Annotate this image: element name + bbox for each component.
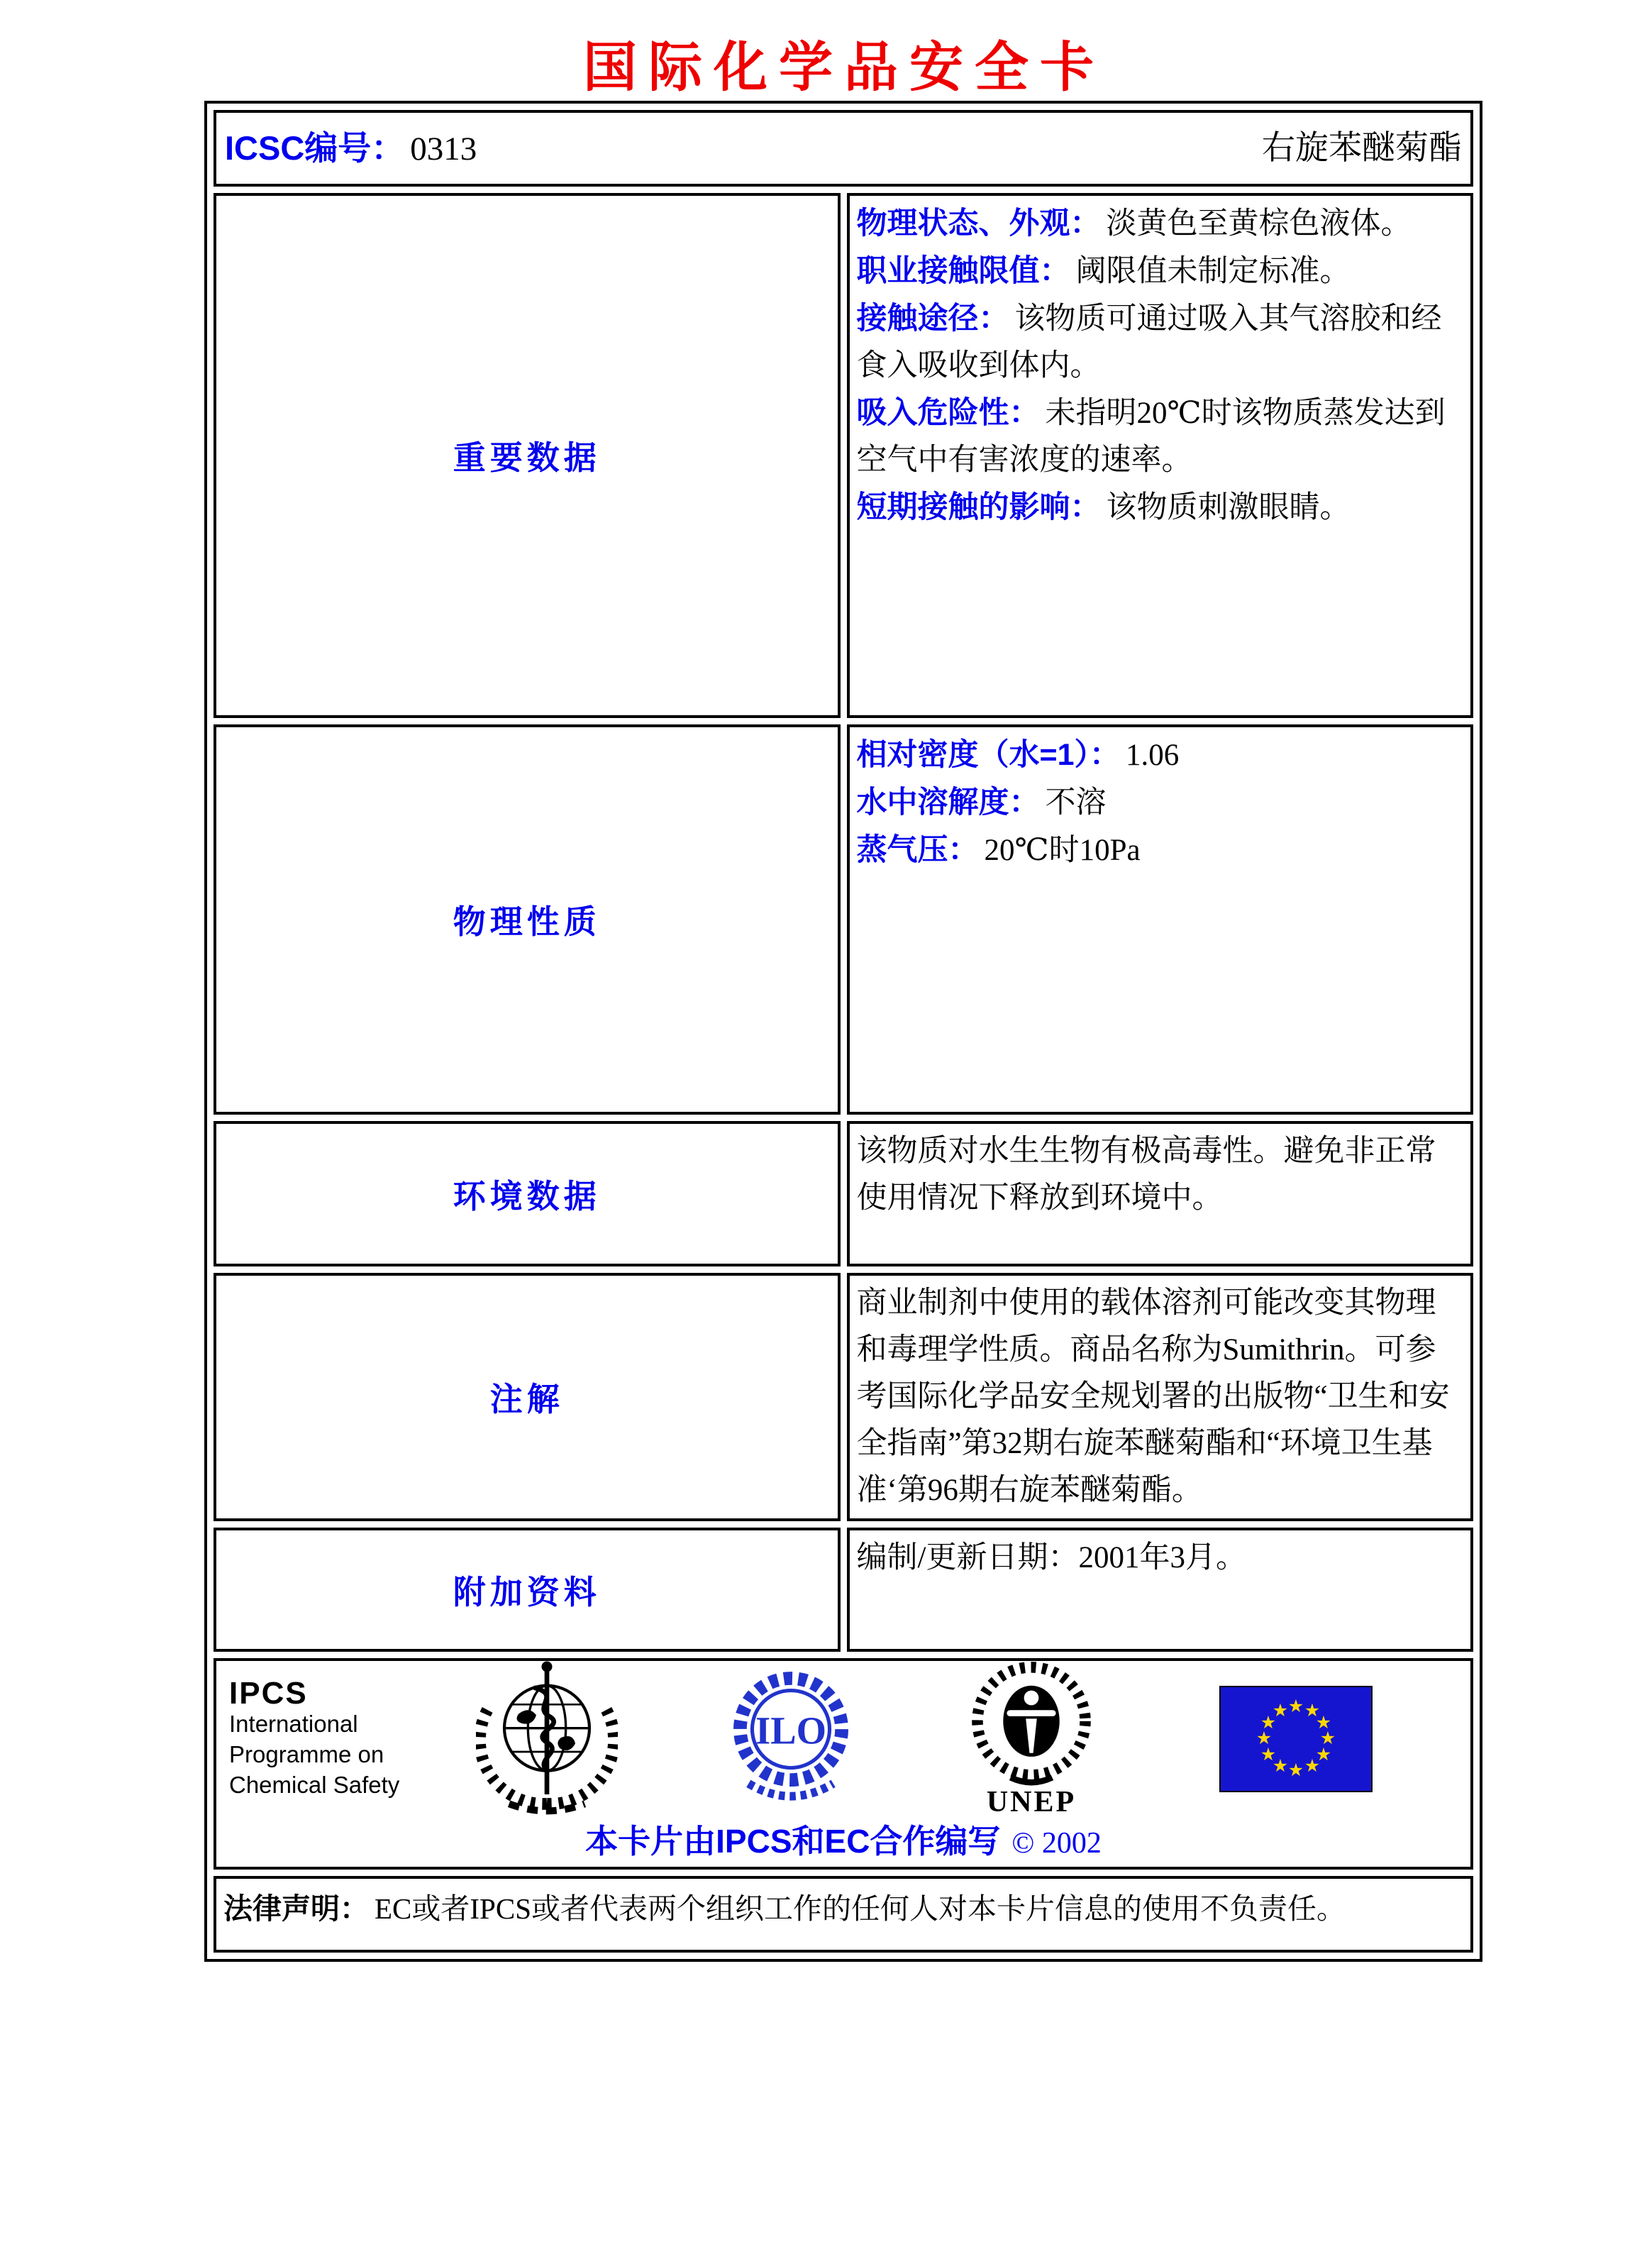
notes-text: 商业制剂中使用的载体溶剂可能改变其物理和毒理学性质。商品名称为Sumithrin。可参考国际化学品安全规划署的出版物“卫生和安全指南”第32期右旋苯醚菊酯和“环境卫生基准‘第96期右旋苯醚菊酯。 <box>856 1286 1450 1507</box>
credit-text: 本卡片由IPCS和EC合作编写 <box>585 1823 1001 1860</box>
field-value: 淡黄色至黄棕色液体。 <box>1106 207 1412 241</box>
ipcs-acronym: IPCS <box>229 1676 308 1711</box>
eu-star: ★ <box>1272 1700 1289 1721</box>
logos-cell <box>214 1658 1473 1870</box>
field-label: 相对密度（水=1）： <box>856 738 1121 772</box>
eu-star: ★ <box>1319 1728 1336 1748</box>
eu-flag-icon <box>1219 1686 1373 1792</box>
field-label: 接触途径： <box>856 302 1009 336</box>
field-label: 短期接触的影响： <box>856 490 1101 524</box>
eu-star: ★ <box>1304 1700 1321 1721</box>
legal-cell <box>214 1876 1473 1953</box>
eu-star: ★ <box>1315 1712 1332 1733</box>
ilo-icon <box>724 1664 858 1815</box>
field-value: 该物质可通过吸入其气溶胶和经食入吸收到体内。 <box>856 302 1442 382</box>
field-value: 未指明20℃时该物质蒸发达到空气中有害浓度的速率。 <box>856 397 1446 477</box>
credit-line <box>223 1816 1463 1862</box>
data-line <box>857 200 1464 248</box>
eu-star: ★ <box>1315 1744 1332 1765</box>
field-label: 物理状态、外观： <box>856 206 1101 241</box>
credit-copyright: © 2002 <box>1011 1827 1102 1860</box>
data-line <box>857 295 1464 390</box>
field-label: 蒸气压： <box>856 833 979 867</box>
additional-info-label-cell <box>214 1528 841 1652</box>
icsc-number-group <box>225 121 477 176</box>
field-value: 阈限值未制定标准。 <box>1075 255 1351 288</box>
icsc-number-label: ICSC编号： <box>225 128 405 167</box>
notes-content <box>847 1273 1474 1521</box>
field-value: 不溶 <box>1045 786 1107 819</box>
eu-star: ★ <box>1287 1696 1304 1716</box>
field-label: 水中溶解度： <box>856 785 1040 819</box>
section-label-notes: 注解 <box>489 1381 564 1418</box>
additional-info-text: 编制/更新日期：2001年3月。 <box>856 1541 1246 1574</box>
physical-properties-content <box>847 724 1474 1115</box>
who-icon <box>476 1660 618 1819</box>
page-title: 国际化学品安全卡 <box>583 35 1105 99</box>
important-data-label-cell <box>214 193 841 718</box>
logos-row <box>214 1658 1473 1870</box>
field-value: 20℃时10Pa <box>984 834 1141 867</box>
ipcs-block <box>229 1678 419 1800</box>
ipcs-line: Chemical Safety <box>229 1772 400 1798</box>
legal-row <box>214 1876 1473 1953</box>
data-line <box>857 248 1464 295</box>
data-line <box>857 779 1464 827</box>
chemical-name: 右旋苯醚菊酯 <box>1262 130 1462 167</box>
section-label-additional-info: 附加资料 <box>453 1573 601 1611</box>
data-line <box>857 390 1464 484</box>
environmental-data-label-cell <box>214 1121 841 1266</box>
logos-strip <box>223 1665 1463 1818</box>
environmental-data-row <box>214 1121 1473 1266</box>
environmental-data-text: 该物质对水生生物有极高毒性。避免非正常使用情况下释放到环境中。 <box>856 1135 1436 1215</box>
field-label: 吸入危险性： <box>856 396 1040 430</box>
notes-row <box>214 1273 1473 1521</box>
field-value: 1.06 <box>1126 739 1180 772</box>
important-data-row <box>214 193 1473 718</box>
unep-logo-block <box>964 1660 1099 1819</box>
environmental-data-content <box>847 1121 1474 1266</box>
icsc-table <box>204 101 1482 1962</box>
data-line <box>857 484 1464 531</box>
unep-label: UNEP <box>986 1785 1077 1818</box>
field-label: 职业接触限值： <box>856 254 1070 288</box>
svg-text:ILO: ILO <box>755 1709 827 1753</box>
legal-text: EC或者IPCS或者代表两个组织工作的任何人对本卡片信息的使用不负责任。 <box>375 1892 1346 1925</box>
eu-star: ★ <box>1287 1760 1304 1780</box>
section-label-important-data: 重要数据 <box>453 439 601 476</box>
notes-label-cell <box>214 1273 841 1521</box>
header-row <box>214 110 1473 187</box>
ipcs-line: International <box>229 1711 358 1737</box>
important-data-content <box>847 193 1474 718</box>
data-line <box>857 732 1464 779</box>
legal-notice <box>223 1883 1463 1930</box>
additional-info-content <box>847 1528 1474 1652</box>
header-cell <box>214 110 1473 187</box>
legal-label: 法律声明： <box>223 1892 369 1925</box>
physical-properties-label-cell <box>214 724 841 1115</box>
eu-star: ★ <box>1260 1712 1277 1733</box>
section-label-environmental-data: 环境数据 <box>453 1177 601 1215</box>
ipcs-line: Programme on <box>229 1741 384 1767</box>
data-line <box>857 827 1464 874</box>
icsc-number-value: 0313 <box>410 130 477 167</box>
eu-star: ★ <box>1255 1728 1273 1748</box>
eu-star: ★ <box>1304 1755 1321 1776</box>
field-value: 该物质刺激眼睛。 <box>1106 491 1351 524</box>
eu-star: ★ <box>1260 1744 1277 1765</box>
eu-star: ★ <box>1272 1755 1289 1776</box>
physical-properties-row <box>214 724 1473 1115</box>
section-label-physical-properties: 物理性质 <box>453 903 601 940</box>
additional-info-row <box>214 1528 1473 1652</box>
